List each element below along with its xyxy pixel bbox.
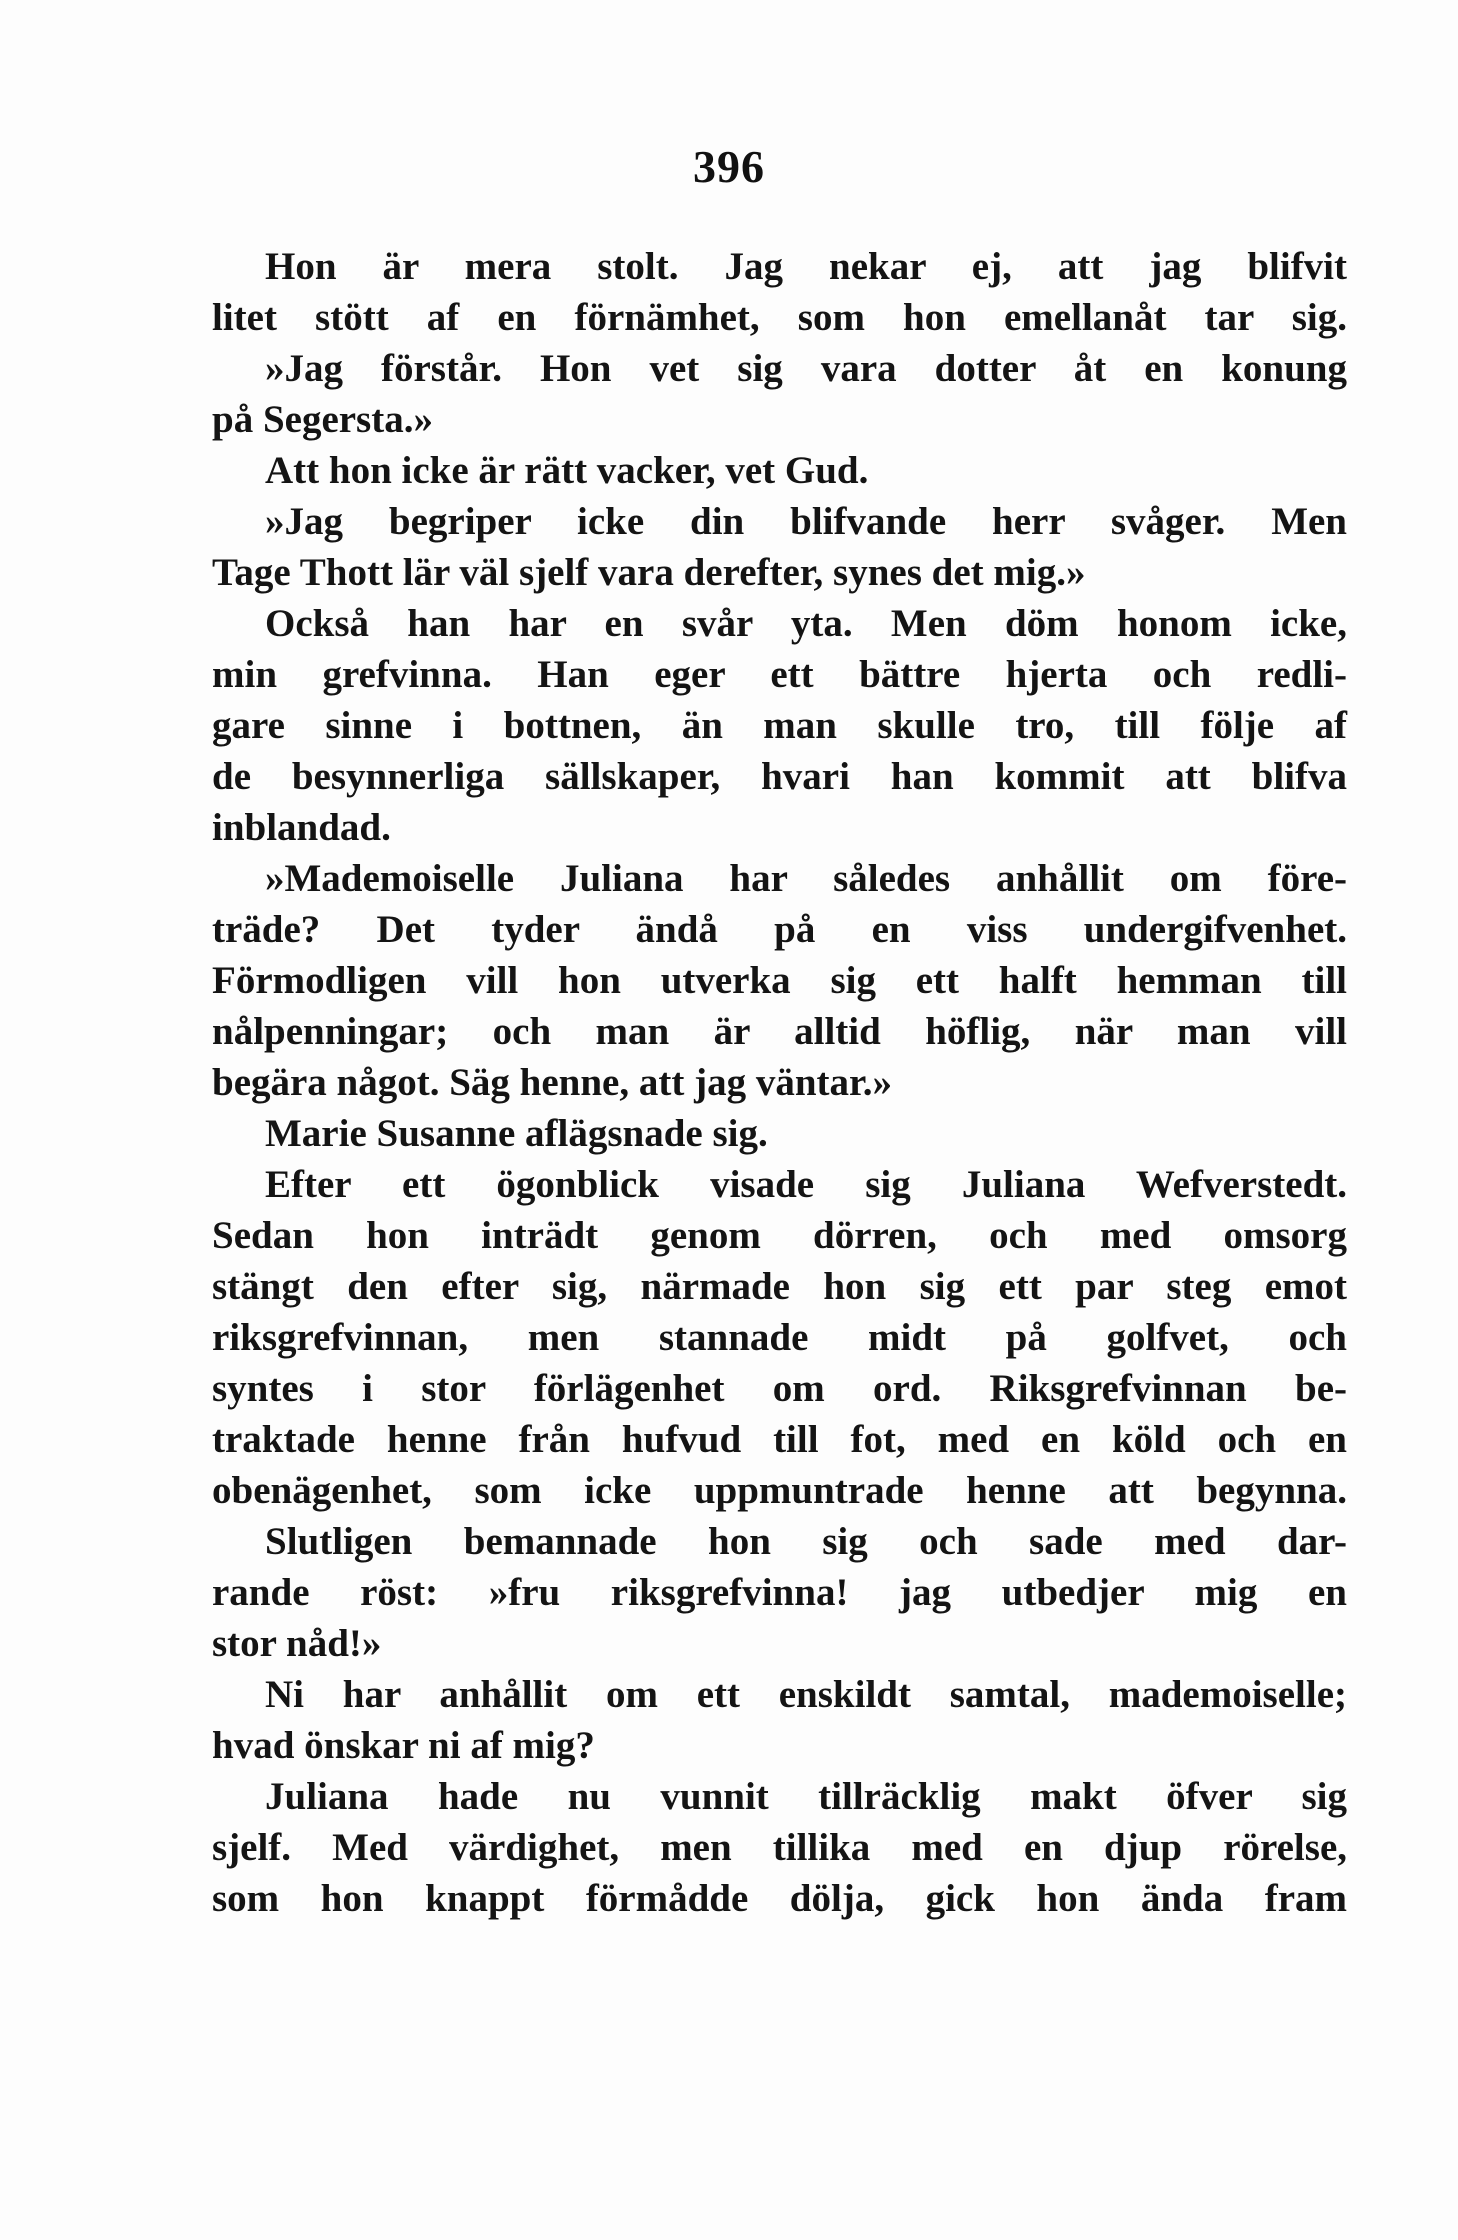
text-line: på Segersta.» [212,398,433,441]
text-line: obenägenhet, som icke uppmuntrade henne att begynna. [212,1469,1347,1512]
text-line: begära något. Säg henne, att jag väntar.» [212,1061,892,1104]
text-line: Tage Thott lär väl sjelf vara derefter, synes det mig.» [212,551,1086,594]
text-line: Marie Susanne aflägsnade sig. [265,1112,768,1155]
text-line: nålpenningar; och man är alltid höflig, när man vill [212,1010,1347,1053]
text-line: de besynnerliga sällskaper, hvari han kommit att blifva [212,755,1347,798]
text-line: riksgrefvinnan, men stannade midt på golfvet, och [212,1316,1347,1359]
text-line: min grefvinna. Han eger ett bättre hjerta och redli- [212,653,1347,696]
text-line: stängt den efter sig, närmade hon sig ett par steg emot [212,1265,1347,1308]
text-line: som hon knappt förmådde dölja, gick hon ända fram [212,1877,1347,1920]
text-line: Hon är mera stolt. Jag nekar ej, att jag blifvit [265,245,1347,288]
text-line: Ni har anhållit om ett enskildt samtal, mademoiselle; [265,1673,1347,1716]
text-line: Också han har en svår yta. Men döm honom icke, [265,602,1347,645]
text-line: inblandad. [212,806,391,849]
text-line: sjelf. Med värdighet, men tillika med en djup rörelse, [212,1826,1347,1869]
text-line: rande röst: »fru riksgrefvinna! jag utbedjer mig en [212,1571,1347,1614]
text-line: »Jag förstår. Hon vet sig vara dotter åt en konung [265,347,1347,390]
text-line: Sedan hon inträdt genom dörren, och med omsorg [212,1214,1347,1257]
text-line: Juliana hade nu vunnit tillräcklig makt öfver sig [265,1775,1347,1818]
text-line: litet stött af en förnämhet, som hon emellanåt tar sig. [212,296,1347,339]
text-line: »Jag begriper icke din blifvande herr svåger. Men [265,500,1347,543]
text-line: syntes i stor förlägenhet om ord. Riksgrefvinnan be- [212,1367,1347,1410]
text-line: Förmodligen vill hon utverka sig ett halft hemman till [212,959,1347,1002]
text-line: stor nåd!» [212,1622,382,1665]
text-line: gare sinne i bottnen, än man skulle tro, till följe af [212,704,1347,747]
text-line: Att hon icke är rätt vacker, vet Gud. [265,449,869,492]
page-number: 396 [693,141,765,192]
text-line: hvad önskar ni af mig? [212,1724,595,1767]
text-line: Efter ett ögonblick visade sig Juliana Wefverstedt. [265,1163,1347,1206]
text-line: träde? Det tyder ändå på en viss undergifvenhet. [212,908,1347,951]
text-line: »Mademoiselle Juliana har således anhållit om före- [265,857,1347,900]
text-line: Slutligen bemannade hon sig och sade med dar- [265,1520,1347,1563]
text-line: traktade henne från hufvud till fot, med en köld och en [212,1418,1347,1461]
